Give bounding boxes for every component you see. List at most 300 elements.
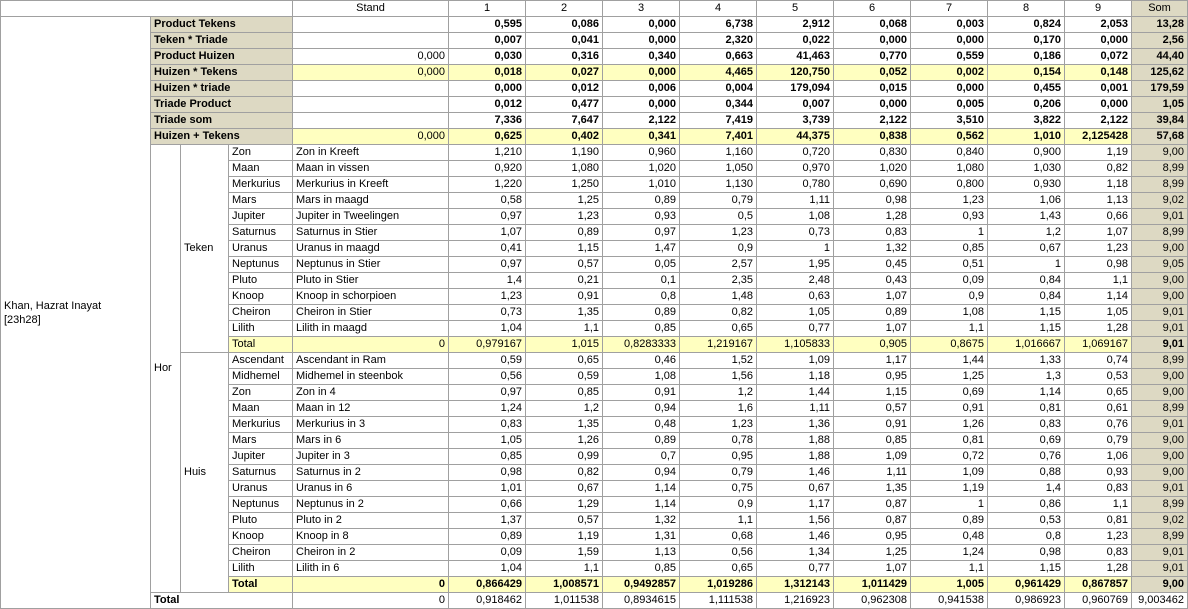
planet-name[interactable]: Pluto	[229, 273, 293, 289]
planet-name[interactable]: Knoop	[229, 529, 293, 545]
value-cell[interactable]: 1,25	[911, 369, 988, 385]
som-value[interactable]: 179,59	[1132, 81, 1188, 97]
som-value[interactable]: 125,62	[1132, 65, 1188, 81]
value-cell[interactable]: 0,979167	[449, 337, 526, 353]
value-cell[interactable]: 0,72	[911, 449, 988, 465]
value-cell[interactable]: 0,97	[449, 257, 526, 273]
value-cell[interactable]: 1,28	[834, 209, 911, 225]
value-cell[interactable]: 0,91	[526, 289, 603, 305]
value-cell[interactable]: 2,053	[1065, 17, 1132, 33]
value-cell[interactable]: 1,37	[449, 513, 526, 529]
stand-value[interactable]	[293, 33, 449, 49]
som-value[interactable]: 8,99	[1132, 353, 1188, 369]
value-cell[interactable]: 0,97	[603, 225, 680, 241]
value-cell[interactable]: 0,98	[449, 465, 526, 481]
planet-name[interactable]: Zon	[229, 385, 293, 401]
planet-name[interactable]: Saturnus	[229, 225, 293, 241]
value-cell[interactable]: 1,26	[526, 433, 603, 449]
value-cell[interactable]: 0,83	[834, 225, 911, 241]
planet-name[interactable]: Neptunus	[229, 257, 293, 273]
value-cell[interactable]: 0,170	[988, 33, 1065, 49]
header-col-9[interactable]: 9	[1065, 1, 1132, 17]
value-cell[interactable]: 0,930	[988, 177, 1065, 193]
value-cell[interactable]: 0,477	[526, 97, 603, 113]
value-cell[interactable]: 0,95	[834, 529, 911, 545]
stand-value[interactable]: 0	[293, 337, 449, 353]
value-cell[interactable]: 0,46	[603, 353, 680, 369]
huis-group-label[interactable]: Huis	[181, 353, 229, 593]
planet-name[interactable]: Merkurius	[229, 177, 293, 193]
header-som[interactable]: Som	[1132, 1, 1188, 17]
value-cell[interactable]: 1,069167	[1065, 337, 1132, 353]
value-cell[interactable]: 0,98	[834, 193, 911, 209]
value-cell[interactable]: 0,905	[834, 337, 911, 353]
value-cell[interactable]: 0,027	[526, 65, 603, 81]
value-cell[interactable]: 1,88	[757, 433, 834, 449]
summary-label[interactable]: Huizen * triade	[151, 81, 293, 97]
value-cell[interactable]: 1,19	[1065, 145, 1132, 161]
value-cell[interactable]: 0,74	[1065, 353, 1132, 369]
value-cell[interactable]: 0,900	[988, 145, 1065, 161]
stand-value[interactable]: 0,000	[293, 49, 449, 65]
value-cell[interactable]: 1,23	[680, 225, 757, 241]
value-cell[interactable]: 0,86	[988, 497, 1065, 513]
value-cell[interactable]: 0,000	[911, 81, 988, 97]
value-cell[interactable]: 1,35	[526, 305, 603, 321]
value-cell[interactable]: 1,19	[911, 481, 988, 497]
value-cell[interactable]: 1,47	[603, 241, 680, 257]
value-cell[interactable]: 2,57	[680, 257, 757, 273]
value-cell[interactable]: 0,920	[449, 161, 526, 177]
value-cell[interactable]: 0,012	[526, 81, 603, 97]
value-cell[interactable]: 0,8283333	[603, 337, 680, 353]
value-cell[interactable]: 1,59	[526, 545, 603, 561]
planet-name[interactable]: Ascendant	[229, 353, 293, 369]
value-cell[interactable]: 0,45	[834, 257, 911, 273]
value-cell[interactable]: 0,052	[834, 65, 911, 81]
som-value[interactable]: 9,01	[1132, 417, 1188, 433]
value-cell[interactable]: 2,48	[757, 273, 834, 289]
value-cell[interactable]: 1,04	[449, 561, 526, 577]
value-cell[interactable]: 0,97	[449, 385, 526, 401]
placement-label[interactable]: Merkurius in Kreeft	[293, 177, 449, 193]
value-cell[interactable]: 1,07	[834, 289, 911, 305]
value-cell[interactable]: 1,44	[757, 385, 834, 401]
value-cell[interactable]: 0,002	[911, 65, 988, 81]
value-cell[interactable]: 0,65	[1065, 385, 1132, 401]
value-cell[interactable]: 1,13	[1065, 193, 1132, 209]
value-cell[interactable]: 0,9492857	[603, 577, 680, 593]
value-cell[interactable]: 1,28	[1065, 561, 1132, 577]
som-value[interactable]: 8,99	[1132, 225, 1188, 241]
value-cell[interactable]: 0,79	[1065, 433, 1132, 449]
value-cell[interactable]: 1,08	[603, 369, 680, 385]
placement-label[interactable]: Knoop in schorpioen	[293, 289, 449, 305]
value-cell[interactable]: 1,080	[526, 161, 603, 177]
value-cell[interactable]: 1,88	[757, 449, 834, 465]
value-cell[interactable]: 0,018	[449, 65, 526, 81]
placement-label[interactable]: Maan in 12	[293, 401, 449, 417]
value-cell[interactable]: 1,09	[757, 353, 834, 369]
value-cell[interactable]: 0,21	[526, 273, 603, 289]
value-cell[interactable]: 1,18	[757, 369, 834, 385]
placement-label[interactable]: Lilith in maagd	[293, 321, 449, 337]
value-cell[interactable]: 0,344	[680, 97, 757, 113]
value-cell[interactable]: 0,81	[1065, 513, 1132, 529]
value-cell[interactable]: 1,01	[449, 481, 526, 497]
value-cell[interactable]: 0,95	[680, 449, 757, 465]
value-cell[interactable]: 3,739	[757, 113, 834, 129]
som-value[interactable]: 8,99	[1132, 497, 1188, 513]
value-cell[interactable]: 1,17	[757, 497, 834, 513]
value-cell[interactable]: 0,005	[911, 97, 988, 113]
value-cell[interactable]: 0,800	[911, 177, 988, 193]
value-cell[interactable]: 1,18	[1065, 177, 1132, 193]
value-cell[interactable]: 1,04	[449, 321, 526, 337]
value-cell[interactable]: 1,250	[526, 177, 603, 193]
value-cell[interactable]: 1,06	[1065, 449, 1132, 465]
value-cell[interactable]: 1,32	[834, 241, 911, 257]
value-cell[interactable]: 120,750	[757, 65, 834, 81]
planet-name[interactable]: Pluto	[229, 513, 293, 529]
value-cell[interactable]: 0,000	[1065, 97, 1132, 113]
summary-label[interactable]: Teken * Triade	[151, 33, 293, 49]
header-col-5[interactable]: 5	[757, 1, 834, 17]
value-cell[interactable]: 1,13	[603, 545, 680, 561]
value-cell[interactable]: 0,88	[988, 465, 1065, 481]
som-value[interactable]: 9,00	[1132, 241, 1188, 257]
value-cell[interactable]: 0,041	[526, 33, 603, 49]
corner-cell[interactable]	[1, 1, 293, 17]
value-cell[interactable]: 1,52	[680, 353, 757, 369]
value-cell[interactable]: 1,15	[988, 305, 1065, 321]
value-cell[interactable]: 0,780	[757, 177, 834, 193]
placement-label[interactable]: Saturnus in 2	[293, 465, 449, 481]
value-cell[interactable]: 0,961429	[988, 577, 1065, 593]
value-cell[interactable]: 1,216923	[757, 593, 834, 609]
value-cell[interactable]: 0,57	[526, 513, 603, 529]
value-cell[interactable]: 0,81	[988, 401, 1065, 417]
som-value[interactable]: 9,01	[1132, 561, 1188, 577]
value-cell[interactable]: 1,35	[526, 417, 603, 433]
value-cell[interactable]: 1,219167	[680, 337, 757, 353]
value-cell[interactable]: 0,89	[449, 529, 526, 545]
value-cell[interactable]: 0,85	[603, 561, 680, 577]
value-cell[interactable]: 0,67	[988, 241, 1065, 257]
som-value[interactable]: 57,68	[1132, 129, 1188, 145]
value-cell[interactable]: 1,11	[757, 193, 834, 209]
value-cell[interactable]: 0,960769	[1065, 593, 1132, 609]
value-cell[interactable]: 1,015	[526, 337, 603, 353]
value-cell[interactable]: 0,186	[988, 49, 1065, 65]
planet-name[interactable]: Cheiron	[229, 305, 293, 321]
header-col-6[interactable]: 6	[834, 1, 911, 17]
value-cell[interactable]: 1,210	[449, 145, 526, 161]
som-value[interactable]: 9,01	[1132, 209, 1188, 225]
value-cell[interactable]: 0,81	[911, 433, 988, 449]
value-cell[interactable]: 0,85	[526, 385, 603, 401]
value-cell[interactable]: 1,2	[988, 225, 1065, 241]
value-cell[interactable]: 0,69	[988, 433, 1065, 449]
value-cell[interactable]: 3,822	[988, 113, 1065, 129]
stand-value[interactable]: 0	[293, 593, 449, 609]
value-cell[interactable]: 1,05	[757, 305, 834, 321]
planet-name[interactable]: Cheiron	[229, 545, 293, 561]
planet-name[interactable]: Uranus	[229, 481, 293, 497]
value-cell[interactable]: 1,130	[680, 177, 757, 193]
placement-label[interactable]: Merkurius in 3	[293, 417, 449, 433]
value-cell[interactable]: 0,97	[449, 209, 526, 225]
summary-label[interactable]: Product Tekens	[151, 17, 293, 33]
value-cell[interactable]: 1,111538	[680, 593, 757, 609]
value-cell[interactable]: 1,34	[757, 545, 834, 561]
value-cell[interactable]: 0,93	[603, 209, 680, 225]
value-cell[interactable]: 0,148	[1065, 65, 1132, 81]
value-cell[interactable]: 0,690	[834, 177, 911, 193]
value-cell[interactable]: 0,1	[603, 273, 680, 289]
value-cell[interactable]: 2,122	[1065, 113, 1132, 129]
value-cell[interactable]: 0,53	[988, 513, 1065, 529]
placement-label[interactable]: Jupiter in 3	[293, 449, 449, 465]
value-cell[interactable]: 1,95	[757, 257, 834, 273]
value-cell[interactable]: 1,44	[911, 353, 988, 369]
value-cell[interactable]: 0,91	[834, 417, 911, 433]
value-cell[interactable]: 0,015	[834, 81, 911, 97]
placement-label[interactable]: Neptunus in Stier	[293, 257, 449, 273]
value-cell[interactable]: 0,986923	[988, 593, 1065, 609]
value-cell[interactable]: 1,06	[988, 193, 1065, 209]
value-cell[interactable]: 0,7	[603, 449, 680, 465]
planet-name[interactable]: Mars	[229, 193, 293, 209]
placement-label[interactable]: Ascendant in Ram	[293, 353, 449, 369]
value-cell[interactable]: 0,78	[680, 433, 757, 449]
value-cell[interactable]: 0,85	[911, 241, 988, 257]
grand-total-label[interactable]: Total	[151, 593, 293, 609]
value-cell[interactable]: 1,011538	[526, 593, 603, 609]
value-cell[interactable]: 1	[911, 497, 988, 513]
planet-name[interactable]: Mars	[229, 433, 293, 449]
value-cell[interactable]: 1,24	[911, 545, 988, 561]
planet-name[interactable]: Knoop	[229, 289, 293, 305]
value-cell[interactable]: 1,14	[603, 481, 680, 497]
value-cell[interactable]: 1,23	[526, 209, 603, 225]
value-cell[interactable]: 7,647	[526, 113, 603, 129]
value-cell[interactable]: 0,65	[680, 321, 757, 337]
value-cell[interactable]: 0,89	[834, 305, 911, 321]
value-cell[interactable]: 2,122	[834, 113, 911, 129]
stand-value[interactable]	[293, 17, 449, 33]
value-cell[interactable]: 0,83	[1065, 545, 1132, 561]
value-cell[interactable]: 0,000	[603, 97, 680, 113]
placement-label[interactable]: Jupiter in Tweelingen	[293, 209, 449, 225]
value-cell[interactable]: 0,022	[757, 33, 834, 49]
planet-name[interactable]: Maan	[229, 401, 293, 417]
value-cell[interactable]: 7,419	[680, 113, 757, 129]
value-cell[interactable]: 0,316	[526, 49, 603, 65]
placement-label[interactable]: Midhemel in steenbok	[293, 369, 449, 385]
som-value[interactable]: 9,00	[1132, 273, 1188, 289]
value-cell[interactable]: 0,000	[603, 33, 680, 49]
value-cell[interactable]: 1,07	[834, 561, 911, 577]
value-cell[interactable]: 0,84	[988, 273, 1065, 289]
value-cell[interactable]: 1,030	[988, 161, 1065, 177]
value-cell[interactable]: 0,003	[911, 17, 988, 33]
som-value[interactable]: 9,01	[1132, 305, 1188, 321]
value-cell[interactable]: 0,61	[1065, 401, 1132, 417]
value-cell[interactable]: 6,738	[680, 17, 757, 33]
value-cell[interactable]: 0,85	[834, 433, 911, 449]
value-cell[interactable]: 0,866429	[449, 577, 526, 593]
value-cell[interactable]: 1,26	[911, 417, 988, 433]
value-cell[interactable]: 0,068	[834, 17, 911, 33]
value-cell[interactable]: 1,1	[911, 561, 988, 577]
placement-label[interactable]: Uranus in maagd	[293, 241, 449, 257]
value-cell[interactable]: 0,93	[1065, 465, 1132, 481]
value-cell[interactable]: 0,030	[449, 49, 526, 65]
planet-name[interactable]: Lilith	[229, 561, 293, 577]
som-value[interactable]: 9,01	[1132, 321, 1188, 337]
som-value[interactable]: 9,05	[1132, 257, 1188, 273]
som-value[interactable]: 13,28	[1132, 17, 1188, 33]
value-cell[interactable]: 1,190	[526, 145, 603, 161]
value-cell[interactable]: 0,82	[1065, 161, 1132, 177]
header-col-7[interactable]: 7	[911, 1, 988, 17]
value-cell[interactable]: 1,29	[526, 497, 603, 513]
value-cell[interactable]: 0,455	[988, 81, 1065, 97]
value-cell[interactable]: 0,9	[911, 289, 988, 305]
value-cell[interactable]: 0,000	[449, 81, 526, 97]
planet-name[interactable]: Lilith	[229, 321, 293, 337]
value-cell[interactable]: 0,87	[834, 497, 911, 513]
value-cell[interactable]: 0,77	[757, 321, 834, 337]
value-cell[interactable]: 0,69	[911, 385, 988, 401]
hor-label[interactable]: Hor	[151, 145, 181, 593]
value-cell[interactable]: 1,14	[1065, 289, 1132, 305]
placement-label[interactable]: Mars in maagd	[293, 193, 449, 209]
planet-name[interactable]: Jupiter	[229, 209, 293, 225]
stand-value[interactable]: 0,000	[293, 65, 449, 81]
value-cell[interactable]: 1,56	[757, 513, 834, 529]
value-cell[interactable]: 1,08	[757, 209, 834, 225]
total-label[interactable]: Total	[229, 337, 293, 353]
som-value[interactable]: 9,00	[1132, 577, 1188, 593]
value-cell[interactable]: 0,95	[834, 369, 911, 385]
value-cell[interactable]: 0,89	[603, 193, 680, 209]
som-value[interactable]: 8,99	[1132, 401, 1188, 417]
value-cell[interactable]: 0,84	[988, 289, 1065, 305]
som-value[interactable]: 9,00	[1132, 465, 1188, 481]
value-cell[interactable]: 1,220	[449, 177, 526, 193]
value-cell[interactable]: 0,840	[911, 145, 988, 161]
value-cell[interactable]: 0,004	[680, 81, 757, 97]
value-cell[interactable]: 0,98	[988, 545, 1065, 561]
som-value[interactable]: 9,00	[1132, 433, 1188, 449]
value-cell[interactable]: 1,35	[834, 481, 911, 497]
value-cell[interactable]: 1,56	[680, 369, 757, 385]
header-col-3[interactable]: 3	[603, 1, 680, 17]
value-cell[interactable]: 44,375	[757, 129, 834, 145]
value-cell[interactable]: 1,3	[988, 369, 1065, 385]
value-cell[interactable]: 1,2	[680, 385, 757, 401]
value-cell[interactable]: 1,36	[757, 417, 834, 433]
value-cell[interactable]: 0,76	[988, 449, 1065, 465]
value-cell[interactable]: 0,79	[680, 193, 757, 209]
value-cell[interactable]: 1,005	[911, 577, 988, 593]
som-value[interactable]: 39,84	[1132, 113, 1188, 129]
value-cell[interactable]: 0,206	[988, 97, 1065, 113]
planet-name[interactable]: Merkurius	[229, 417, 293, 433]
value-cell[interactable]: 41,463	[757, 49, 834, 65]
value-cell[interactable]: 0,58	[449, 193, 526, 209]
value-cell[interactable]: 2,320	[680, 33, 757, 49]
placement-label[interactable]: Zon in Kreeft	[293, 145, 449, 161]
placement-label[interactable]: Knoop in 8	[293, 529, 449, 545]
value-cell[interactable]: 0,85	[449, 449, 526, 465]
header-col-4[interactable]: 4	[680, 1, 757, 17]
planet-name[interactable]: Maan	[229, 161, 293, 177]
value-cell[interactable]: 1,080	[911, 161, 988, 177]
value-cell[interactable]: 0,000	[834, 97, 911, 113]
value-cell[interactable]: 1,020	[834, 161, 911, 177]
value-cell[interactable]: 0,94	[603, 401, 680, 417]
value-cell[interactable]: 1,14	[988, 385, 1065, 401]
value-cell[interactable]: 1,105833	[757, 337, 834, 353]
value-cell[interactable]: 0,154	[988, 65, 1065, 81]
value-cell[interactable]: 1,07	[449, 225, 526, 241]
som-value[interactable]: 9,00	[1132, 289, 1188, 305]
value-cell[interactable]: 0,57	[834, 401, 911, 417]
value-cell[interactable]: 4,465	[680, 65, 757, 81]
value-cell[interactable]: 1,15	[834, 385, 911, 401]
value-cell[interactable]: 0,562	[911, 129, 988, 145]
placement-label[interactable]: Saturnus in Stier	[293, 225, 449, 241]
value-cell[interactable]: 0,87	[834, 513, 911, 529]
value-cell[interactable]: 1,23	[680, 417, 757, 433]
value-cell[interactable]: 0,83	[449, 417, 526, 433]
value-cell[interactable]: 0,59	[526, 369, 603, 385]
value-cell[interactable]: 0,012	[449, 97, 526, 113]
stand-value[interactable]: 0,000	[293, 129, 449, 145]
value-cell[interactable]: 1,15	[988, 321, 1065, 337]
value-cell[interactable]: 0,05	[603, 257, 680, 273]
teken-group-label[interactable]: Teken	[181, 145, 229, 353]
value-cell[interactable]: 1,46	[757, 529, 834, 545]
value-cell[interactable]: 1,46	[757, 465, 834, 481]
value-cell[interactable]: 1,1	[911, 321, 988, 337]
value-cell[interactable]: 1,6	[680, 401, 757, 417]
value-cell[interactable]: 0,970	[757, 161, 834, 177]
value-cell[interactable]: 1,312143	[757, 577, 834, 593]
value-cell[interactable]: 0,8	[603, 289, 680, 305]
value-cell[interactable]: 1,15	[988, 561, 1065, 577]
value-cell[interactable]: 0,8934615	[603, 593, 680, 609]
value-cell[interactable]: 0,83	[1065, 481, 1132, 497]
value-cell[interactable]: 1,016667	[988, 337, 1065, 353]
value-cell[interactable]: 0,91	[603, 385, 680, 401]
planet-name[interactable]: Uranus	[229, 241, 293, 257]
value-cell[interactable]: 0,63	[757, 289, 834, 305]
placement-label[interactable]: Neptunus in 2	[293, 497, 449, 513]
value-cell[interactable]: 3,510	[911, 113, 988, 129]
value-cell[interactable]: 1,011429	[834, 577, 911, 593]
value-cell[interactable]: 1,2	[526, 401, 603, 417]
value-cell[interactable]: 0,072	[1065, 49, 1132, 65]
value-cell[interactable]: 0,83	[988, 417, 1065, 433]
value-cell[interactable]: 0,57	[526, 257, 603, 273]
value-cell[interactable]: 0,77	[757, 561, 834, 577]
header-col-8[interactable]: 8	[988, 1, 1065, 17]
value-cell[interactable]: 1,1	[1065, 273, 1132, 289]
